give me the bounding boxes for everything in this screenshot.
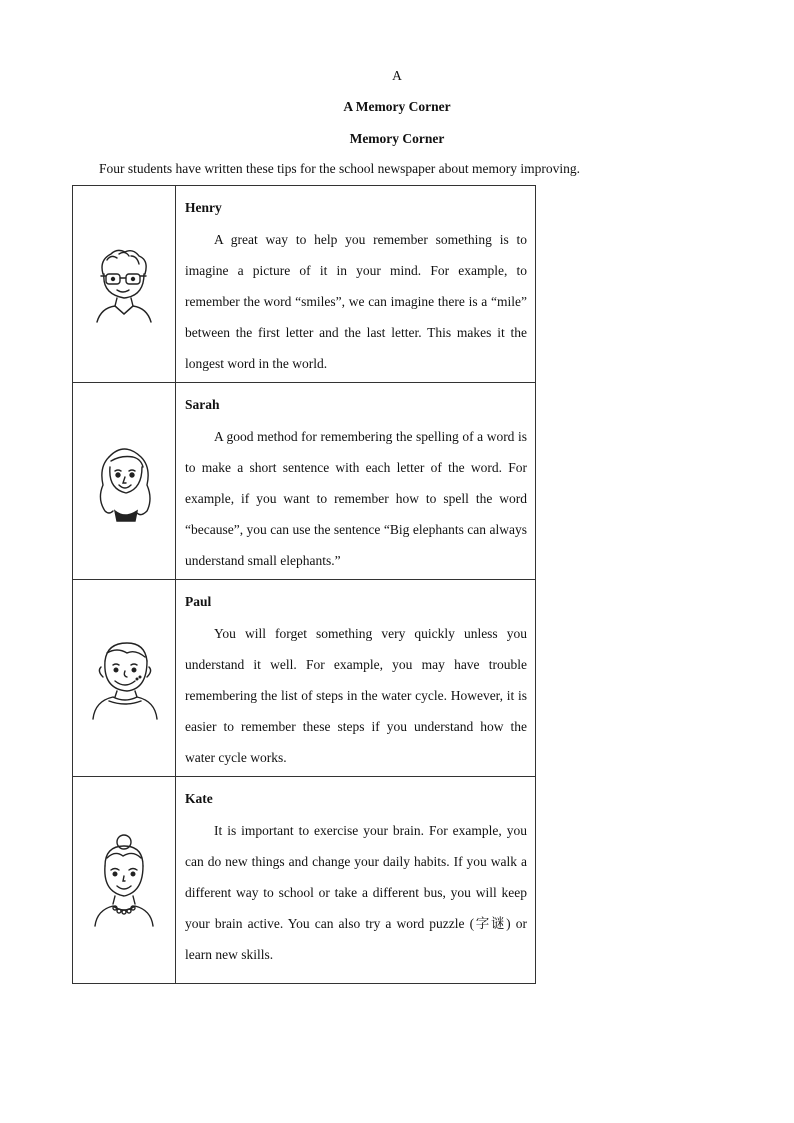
portrait-cell xyxy=(73,580,176,777)
boy-with-glasses-icon xyxy=(89,244,159,324)
tip-paragraph: A great way to help you remember something is to imagine a picture of it in your mind. For example, to remember the word “smiles”, we can imagine there is a “mile” between the first letter and the last letter. This makes it the longest word in the world. xyxy=(185,232,527,371)
tip-paragraph: You will forget something very quickly unless you understand it well. For example, you may have trouble remembering the list of steps in the water cycle. However, it is easier to remember these steps if you understand how the water cycle works. xyxy=(185,626,527,765)
student-name: Kate xyxy=(185,791,213,806)
tip-row-paul xyxy=(73,580,536,777)
portrait-cell xyxy=(73,777,176,984)
woman-with-hair-bun-icon xyxy=(91,832,157,928)
tip-paragraph: It is important to exercise your brain. For example, you can do new things and change your daily habits. If you walk a different way to school or take a different bus, you will keep your brain active. You can also try a word puzzle (字谜) or learn new skills. xyxy=(185,823,527,962)
tip-text-cell xyxy=(176,777,536,984)
tip-text-cell xyxy=(176,580,536,777)
intro-text: Four students have written these tips for the school newspaper about memory improving. xyxy=(99,161,581,176)
girl-with-long-hair-icon xyxy=(89,439,159,523)
tips-table xyxy=(72,185,536,984)
section-letter: A xyxy=(392,68,402,83)
tip-paragraph: A good method for remembering the spelling of a word is to make a short sentence with each letter of the word. For example, if you want to remember how to spell the word “because”, you can use the sentence “Big elephants can always understand small elephants.” xyxy=(185,429,527,568)
tip-text-cell xyxy=(176,383,536,580)
sub-title: Memory Corner xyxy=(349,131,445,146)
main-title: A Memory Corner xyxy=(343,99,451,114)
smiling-boy-icon xyxy=(87,635,161,721)
student-name: Paul xyxy=(185,594,212,609)
student-name: Henry xyxy=(185,200,222,215)
student-name: Sarah xyxy=(185,397,220,412)
portrait-cell xyxy=(73,186,176,383)
portrait-cell xyxy=(73,383,176,580)
tip-row-henry xyxy=(73,186,536,383)
tip-row-kate xyxy=(73,777,536,984)
tip-text-cell xyxy=(176,186,536,383)
tip-row-sarah xyxy=(73,383,536,580)
